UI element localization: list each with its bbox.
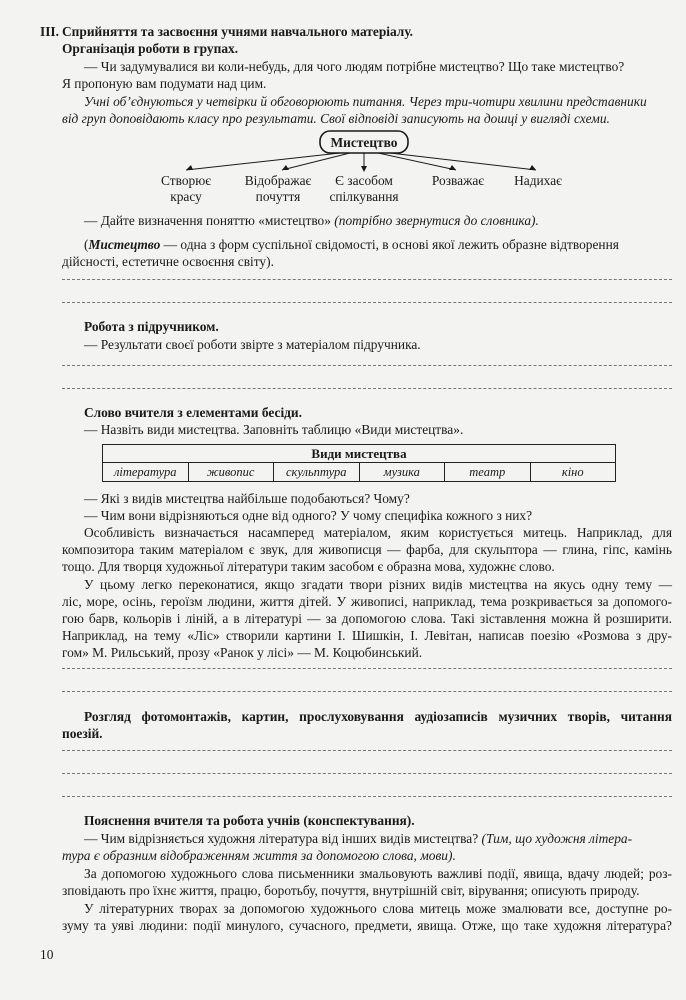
arrowhead — [449, 165, 456, 170]
table-cell: скульптура — [274, 463, 360, 481]
question-line: — Чим вони відрізняються одне від одного? У чому специфіка кожного з них? — [84, 508, 533, 523]
table-title: Види мистецтва — [103, 445, 615, 463]
writing-line — [62, 773, 672, 774]
writing-line — [62, 691, 672, 692]
question-line: — Які з видів мистецтва найбільше подобаються? Чому? — [84, 491, 410, 506]
scheme-branch-label: почуття — [255, 189, 301, 204]
scheme-branch-label: спілкування — [329, 189, 399, 204]
writing-line — [62, 388, 672, 389]
scheme-branch-label: Надихає — [514, 173, 562, 188]
scheme-branch-label: Є засобом — [335, 173, 393, 188]
question-paragraph-line: Я пропоную вам подумати над цим. — [62, 76, 267, 91]
photomontage-heading-line: поезій. — [62, 726, 103, 741]
writing-line — [62, 365, 672, 366]
writing-line — [62, 279, 672, 280]
scheme-center-label: Мистецтво — [330, 135, 398, 150]
table-cell: живопис — [189, 463, 275, 481]
table-cell: література — [103, 463, 189, 481]
scheme-arrow — [390, 153, 536, 170]
textbook-heading: Робота з підручником. — [84, 319, 219, 334]
question-paragraph-line: — Чи задумувалися ви коли-небудь, для чого людям потрібне мистецтво? Що таке мистецтво? — [84, 59, 625, 74]
arrowhead — [529, 165, 536, 170]
definition-prompt — [84, 212, 539, 229]
paragraph-line: гом» М. Рильський, прозу «Ранок у лісі» — М. Коцюбинський. — [62, 645, 423, 660]
paragraph-line: За допомогою художнього слова письменники змальовують важливі події, явища, вдачу людей; роз- — [84, 866, 672, 881]
instruction-line: Учні об’єднуються у четвірки й обговорюють питання. Через три-чотири хвилини представники — [84, 94, 647, 109]
table-cell: кіно — [561, 465, 584, 479]
table-cell: театр — [445, 463, 531, 481]
paragraph-line: У цьому легко переконатися, якщо згадати твори різних видів мистецтва на якусь одну тему — — [84, 577, 672, 592]
table-row — [103, 463, 615, 481]
scheme-branch-label: Розважає — [431, 173, 485, 188]
paragraph-line: Особливість визначається насамперед матеріалом, яким користується митець. Наприклад, для — [84, 525, 672, 540]
section-number: III. — [40, 24, 59, 39]
scheme-branch-label: Створює — [161, 173, 211, 188]
scheme-arrow — [378, 153, 456, 170]
paragraph-line: композитора таким матеріалом є звук, для живописця — фарба, для скульптора — глина, гіпс, камінь — [62, 542, 672, 557]
writing-line — [62, 796, 672, 797]
group-work-heading: Організація роботи в групах. — [62, 41, 239, 56]
explanation-heading: Пояснення вчителя та робота учнів (конспектування). — [84, 813, 415, 828]
writing-line — [62, 668, 672, 669]
section-title: Сприйняття та засвоєння учнями навчального матеріалу. — [62, 24, 414, 39]
writing-line — [62, 302, 672, 303]
explanation-answer: (Тим, що художня літера- — [481, 831, 633, 846]
arrowhead — [186, 165, 193, 170]
paragraph-line: зповідають про їхнє життя, працю, боротьбу, почуття, внутрішній світ, вірування; описують природу. — [62, 883, 640, 898]
definition-text: — одна з форм суспільної свідомості, в основі якої лежить образне відтворення — [160, 237, 619, 252]
page-number: 10 — [40, 947, 54, 962]
explanation-question: — Чим відрізняється художня література від інших видів мистецтва? — [84, 831, 482, 846]
textbook-task: — Результати своєї роботи звірте з матеріалом підручника. — [84, 337, 421, 352]
teacher-talk-task: — Назвіть види мистецтва. Заповніть таблицю «Види мистецтва». — [84, 422, 464, 437]
writing-line — [62, 750, 672, 751]
definition-text-line — [84, 236, 619, 253]
definition-term: Мистецтво — [88, 237, 161, 252]
paragraph-line: У літературних творах за допомогою художнього слова митець може змалювати все, доступне ро- — [84, 901, 672, 916]
paragraph-line: Наприклад, на тему «Ліс» створили картини І. Шишкін, І. Левітан, написав поезію «Розмова з дру- — [62, 628, 672, 643]
paragraph-line: зуму та уяві людини: події минулого, сучасного, предмети, явища. Отже, що таке художня література? — [62, 918, 672, 933]
scheme-branch-label: Відображає — [244, 173, 312, 188]
paragraph-line: тощо. Для творця художньої літератури таким засобом є образна мова, художнє слово. — [62, 559, 555, 574]
definition-text-line: дійсності, естетичне освоєння світу). — [62, 254, 274, 269]
explanation-answer-line: тура є образним відображенням життя за допомогою слова, мови). — [62, 848, 456, 863]
teacher-talk-heading: Слово вчителя з елементами бесіди. — [84, 405, 302, 420]
photomontage-heading-line: Розгляд фотомонтажів, картин, прослуховування аудіозаписів музичних творів, читання — [84, 709, 672, 724]
explanation-question-line — [84, 830, 632, 847]
definition-open: ( — [84, 237, 89, 252]
scheme-branch-label: красу — [170, 189, 202, 204]
definition-prompt-text: — Дайте визначення поняттю «мистецтво» — [84, 213, 335, 228]
paragraph-line: ліс, море, осінь, героїзм людини, життя дітей. У живописі, наприклад, тема розкривається за допомого- — [62, 594, 672, 609]
table-cell: музика — [360, 463, 446, 481]
definition-prompt-note: (потрібно звернутися до словника). — [334, 213, 539, 228]
paragraph-line: гою барв, кольорів і ліній, а в літературі — за допомогою слова. Такі зіставлення можна й розширити. — [62, 611, 672, 626]
arrowhead — [282, 165, 289, 170]
instruction-line: від груп доповідають класу про результати. Свої відповіді записують на дошці у вигляді схеми. — [62, 111, 610, 126]
art-types-table — [102, 444, 616, 482]
